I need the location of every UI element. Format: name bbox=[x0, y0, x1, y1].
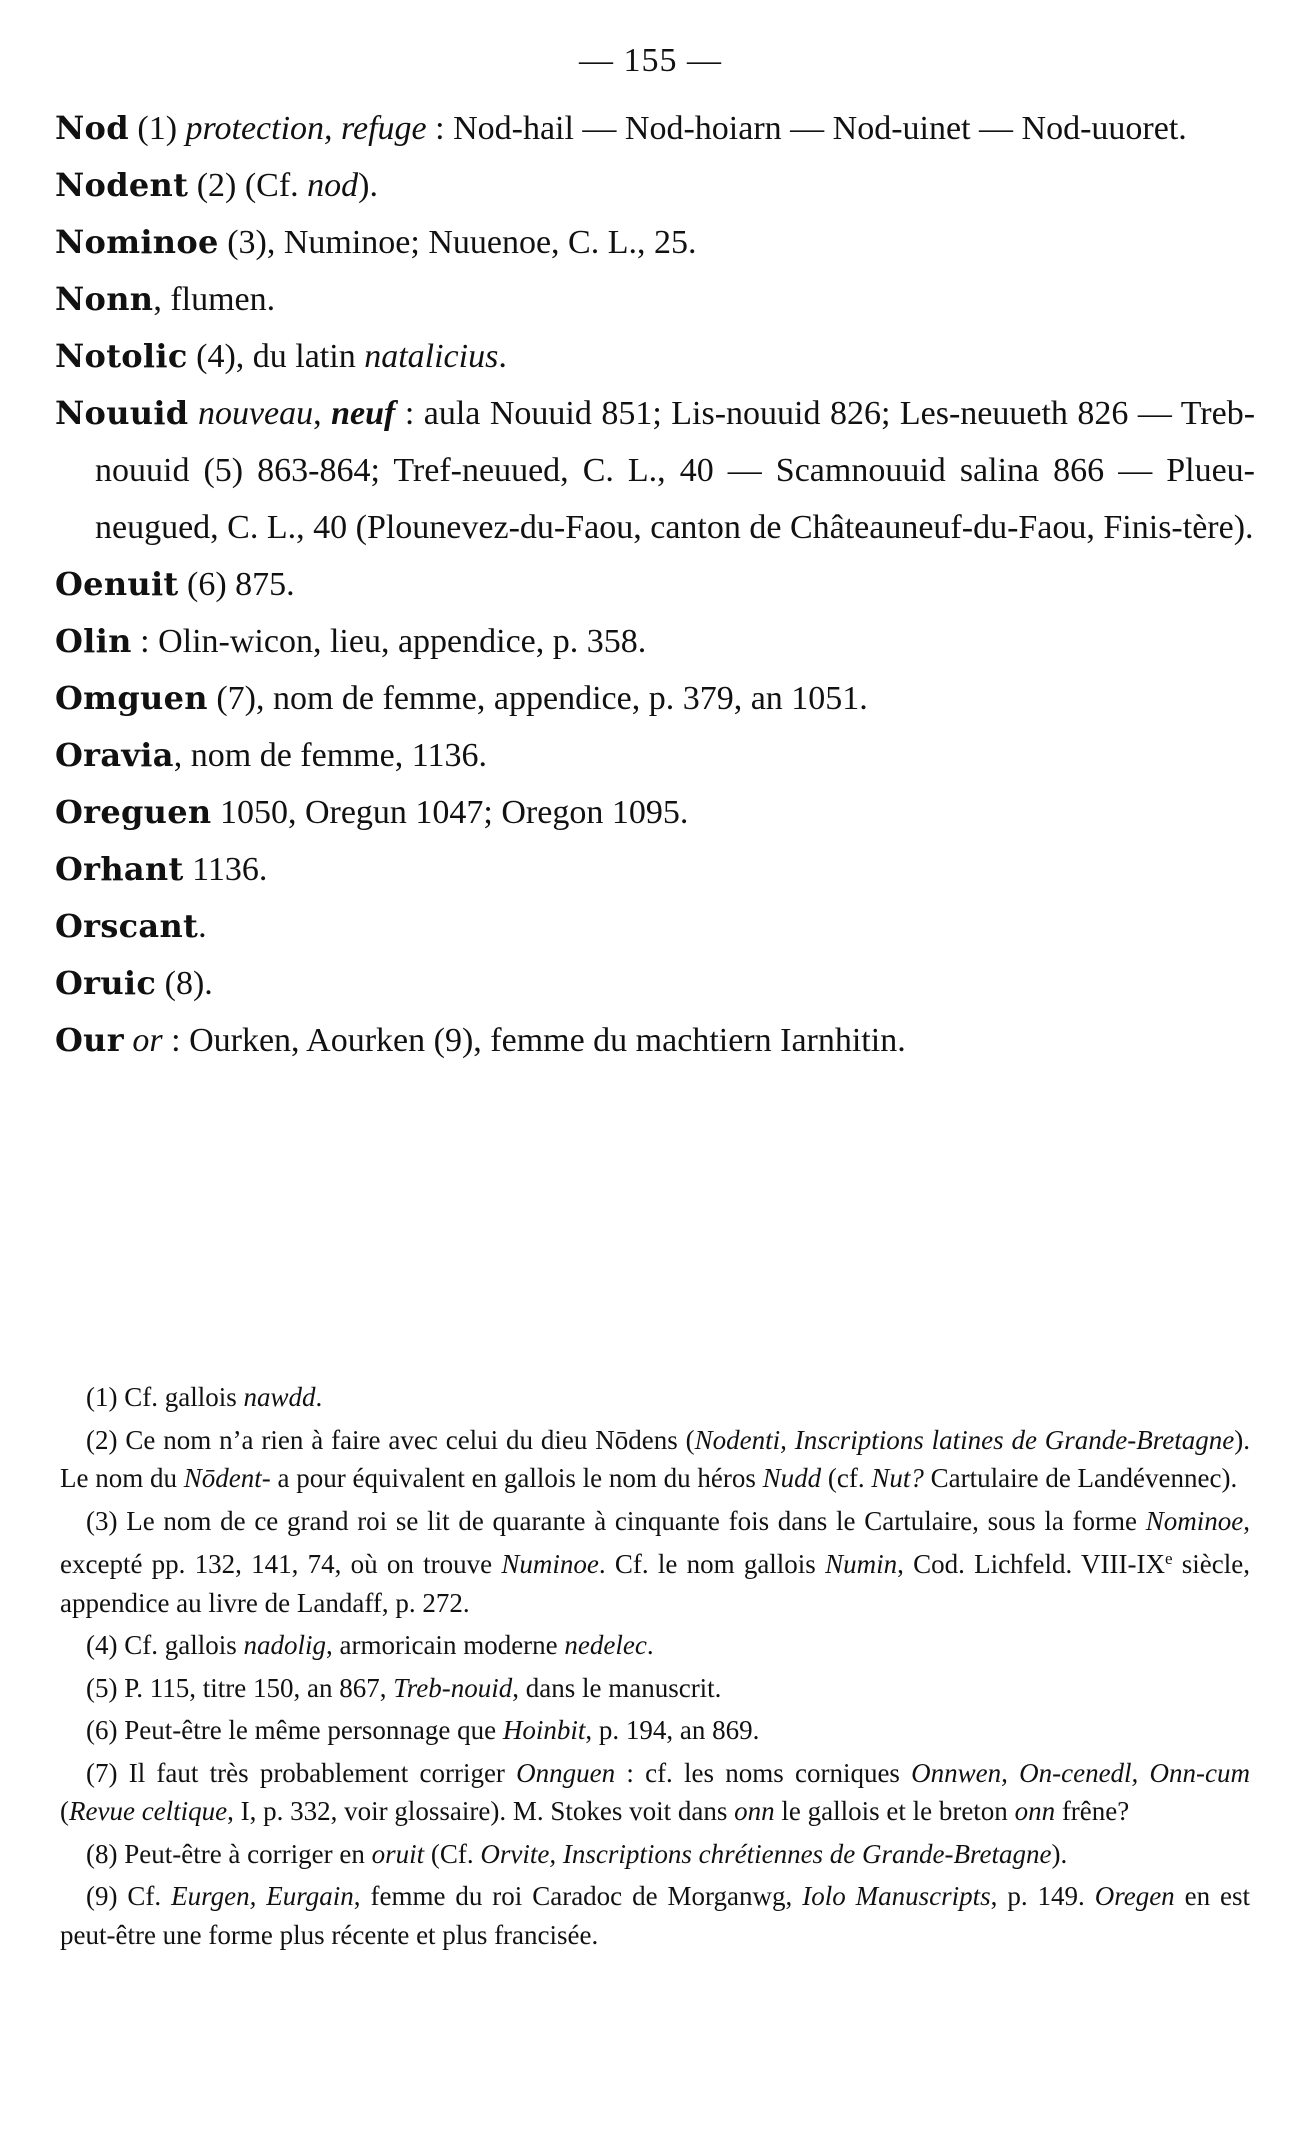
entry-headword: Nouuid bbox=[55, 394, 189, 432]
text-run: , p. 194, an 869. bbox=[585, 1715, 760, 1745]
text-run: , bbox=[313, 395, 332, 432]
text-run: a pour équivalent en gallois le nom du héros bbox=[270, 1463, 763, 1493]
footnote bbox=[60, 1669, 1250, 1708]
italic-text: Hoinbit bbox=[502, 1715, 586, 1745]
entry-headword: Orhant bbox=[55, 850, 184, 888]
text-run: : aula Nouuid 851; Lis-nouuid 826; Les-neuueth 826 — Treb-nouuid (5) 863-864; Tref-neuued, C. L., 40 — Scamnouuid salina 866 — Plueu-neugued, C. L., 40 (Plounevez-du-Faou, canton de Châteauneuf-du-Faou, Finis-tère). bbox=[95, 395, 1256, 546]
glossary-entry bbox=[55, 100, 1255, 157]
italic-text: oruit bbox=[371, 1838, 425, 1869]
glossary-entry bbox=[55, 727, 1255, 784]
italic-text: Onnwen, On-cenedl, Onn-cum bbox=[911, 1757, 1251, 1788]
text-run: (cf. bbox=[821, 1463, 872, 1493]
text-run: (8). bbox=[156, 965, 213, 1002]
glossary-entry bbox=[55, 898, 1255, 955]
entry-headword: Nominoe bbox=[55, 223, 219, 261]
glossary-entry bbox=[55, 214, 1255, 271]
text-run: (3), Numinoe; Nuuenoe, C. L., 25. bbox=[218, 224, 697, 261]
italic-text: onn bbox=[734, 1796, 775, 1826]
text-run: (1) bbox=[128, 110, 186, 147]
text-run: , dans le manuscrit. bbox=[512, 1672, 722, 1703]
text-run: (2) (Cf. bbox=[188, 167, 308, 204]
text-run: ( bbox=[60, 1796, 69, 1826]
text-run: . Cf. le nom gallois bbox=[598, 1549, 826, 1579]
italic-text: nadolig bbox=[243, 1630, 326, 1660]
text-run: Cartulaire de Landévennec). bbox=[923, 1463, 1238, 1493]
italic-text: Iolo Manuscripts bbox=[802, 1881, 991, 1911]
text-run: ). bbox=[1051, 1838, 1068, 1869]
italic-text: Nominoe bbox=[1145, 1505, 1244, 1536]
text-run: ). bbox=[358, 167, 378, 204]
italic-text: nedelec bbox=[564, 1630, 647, 1660]
text-run: (8) Peut-être à corriger en bbox=[86, 1838, 372, 1869]
text-run: : Olin-wicon, lieu, appendice, p. 358. bbox=[131, 623, 647, 660]
footnote bbox=[60, 1502, 1250, 1623]
footnotes bbox=[60, 1378, 1250, 1958]
italic-text: protection, refuge bbox=[185, 110, 427, 147]
superscript: e bbox=[1165, 1549, 1173, 1568]
glossary-entry bbox=[55, 841, 1255, 898]
entry-headword: Nonn bbox=[55, 280, 154, 318]
text-run: (7) Il faut très probablement corriger bbox=[86, 1757, 517, 1788]
glossary-entry bbox=[55, 328, 1255, 385]
text-run: (9) Cf. bbox=[86, 1881, 172, 1911]
entry-headword: Nod bbox=[55, 109, 129, 147]
text-run: . bbox=[315, 1382, 323, 1412]
text-run: . bbox=[498, 338, 507, 375]
text-run: (6) 875. bbox=[178, 566, 295, 603]
entry-headword: Olin bbox=[55, 622, 132, 660]
text-run: 1050, Oregun 1047; Oregon 1095. bbox=[211, 794, 689, 831]
entry-headword: Our bbox=[55, 1021, 124, 1059]
text-run: (2) Ce nom n’a rien à faire avec celui du dieu Nōdens ( bbox=[86, 1424, 695, 1455]
entry-headword: Nodent bbox=[55, 166, 189, 204]
text-run: ). Le nom du bbox=[60, 1424, 1250, 1493]
italic-text: nouveau bbox=[197, 395, 314, 432]
text-run: (7), nom de femme, appendice, p. 379, an 1051. bbox=[207, 680, 868, 717]
text-run: , I, p. 332, voir glossaire). M. Stokes voit dans bbox=[227, 1796, 735, 1826]
glossary-entries bbox=[55, 100, 1255, 1069]
footnote bbox=[60, 1626, 1250, 1665]
entry-headword: Oruic bbox=[55, 964, 157, 1002]
glossary-entry bbox=[55, 955, 1255, 1012]
italic-text: Numinoe bbox=[501, 1549, 599, 1579]
entry-headword: Orscant bbox=[55, 907, 199, 945]
italic-text: natalicius bbox=[364, 338, 499, 375]
glossary-entry bbox=[55, 784, 1255, 841]
text-run: , armoricain moderne bbox=[326, 1630, 565, 1660]
text-run: (4) Cf. gallois bbox=[86, 1630, 244, 1660]
footnote bbox=[60, 1835, 1250, 1874]
italic-text: nod bbox=[307, 167, 359, 204]
glossary-entry bbox=[55, 385, 1255, 556]
italic-text: onn bbox=[1014, 1796, 1056, 1826]
italic-text: Eurgen, Eurgain bbox=[171, 1881, 354, 1911]
glossary-entry bbox=[55, 1012, 1255, 1069]
italic-text: nawdd bbox=[243, 1382, 316, 1412]
footnote bbox=[60, 1754, 1250, 1831]
text-run: , nom de femme, 1136. bbox=[173, 737, 487, 774]
glossary-entry bbox=[55, 613, 1255, 670]
text-run: , excepté pp. 132, 141, 74, où on trouve bbox=[60, 1505, 1250, 1579]
bold-italic-text: neuf bbox=[331, 395, 396, 432]
text-run: , femme du roi Caradoc de Morganwg, bbox=[353, 1881, 803, 1911]
glossary-entry bbox=[55, 670, 1255, 727]
glossary-entry bbox=[55, 556, 1255, 613]
italic-text: Treb-nouid bbox=[393, 1672, 513, 1703]
text-run: , flumen. bbox=[153, 281, 276, 318]
italic-text: Revue celtique bbox=[69, 1796, 228, 1826]
entry-headword: Notolic bbox=[55, 337, 188, 375]
text-run: le gallois et le breton bbox=[774, 1796, 1015, 1826]
footnote bbox=[60, 1877, 1250, 1954]
text-run: , p. 149. bbox=[990, 1881, 1095, 1911]
italic-text: Numin bbox=[825, 1549, 898, 1579]
text-run: en est peut-être une forme plus récente et plus francisée. bbox=[60, 1881, 1251, 1950]
italic-text: Nudd bbox=[762, 1463, 822, 1493]
text-run: (Cf. bbox=[424, 1838, 481, 1869]
footnote bbox=[60, 1711, 1250, 1750]
text-run: (5) P. 115, titre 150, an 867, bbox=[86, 1672, 394, 1703]
text-run: . bbox=[646, 1630, 654, 1660]
entry-headword: Oreguen bbox=[55, 793, 212, 831]
text-run: . bbox=[198, 908, 207, 945]
glossary-entry bbox=[55, 271, 1255, 328]
text-run: 1136. bbox=[183, 851, 268, 888]
text-run bbox=[188, 395, 197, 432]
text-run: (6) Peut-être le même personnage que bbox=[86, 1715, 503, 1745]
italic-text: Nut? bbox=[871, 1463, 924, 1493]
entry-headword: Oravia bbox=[55, 736, 174, 774]
text-run: : Nod-hail — Nod-hoiarn — Nod-uinet — Nod-uuoret. bbox=[426, 110, 1187, 147]
footnote bbox=[60, 1421, 1250, 1498]
italic-text: Oregen bbox=[1094, 1881, 1175, 1911]
text-run: , Cod. Lichfeld. VIII-IX bbox=[897, 1549, 1165, 1579]
text-run: (4), du latin bbox=[187, 338, 365, 375]
text-run: (1) Cf. gallois bbox=[86, 1382, 244, 1412]
italic-text: Onnguen bbox=[516, 1757, 616, 1788]
page-number: — 155 — bbox=[579, 42, 722, 79]
text-run: frêne? bbox=[1055, 1796, 1130, 1826]
entry-headword: Oenuit bbox=[55, 565, 179, 603]
text-run: siècle, appendice au livre de Landaff, p. 272. bbox=[60, 1549, 1251, 1618]
text-run: : Ourken, Aourken (9), femme du machtiern Iarnhitin. bbox=[162, 1022, 906, 1059]
entry-headword: Omguen bbox=[55, 679, 208, 717]
italic-text: Nodenti, Inscriptions latines de Grande-Bretagne bbox=[694, 1424, 1235, 1455]
text-run: : cf. les noms corniques bbox=[615, 1757, 912, 1788]
italic-text: Orvite, Inscriptions chrétiennes de Grande-Bretagne bbox=[480, 1838, 1052, 1869]
footnote bbox=[60, 1378, 1250, 1417]
italic-text: Nōdent- bbox=[183, 1463, 271, 1493]
glossary-entry bbox=[55, 157, 1255, 214]
italic-text: or bbox=[132, 1022, 163, 1059]
text-run: (3) Le nom de ce grand roi se lit de quarante à cinquante fois dans le Cartulaire, sous la forme bbox=[86, 1505, 1146, 1536]
